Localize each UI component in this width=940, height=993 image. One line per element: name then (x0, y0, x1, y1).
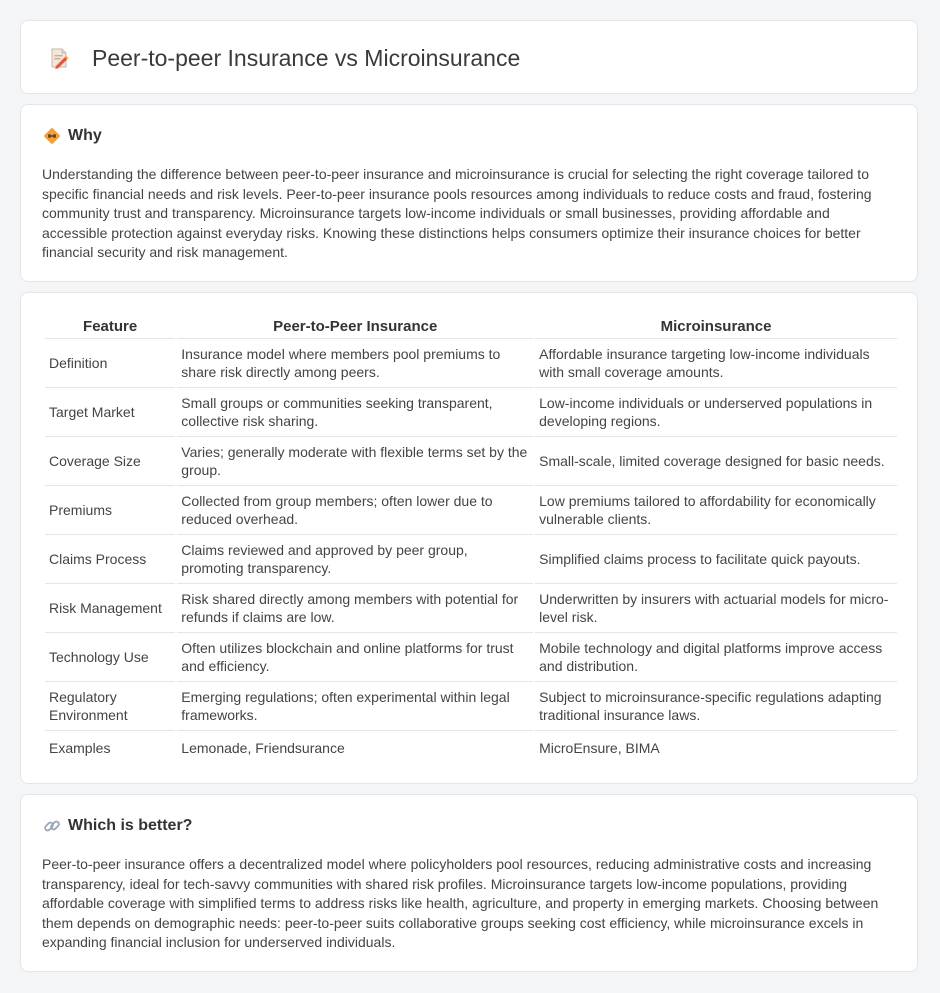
why-header (43, 127, 102, 145)
table-row (45, 486, 897, 535)
feature-cell: Claims Process (45, 535, 175, 584)
feature-cell: Risk Management (45, 584, 175, 633)
micro-cell: Subject to microinsurance-specific regulations adapting traditional insurance laws. (535, 682, 897, 731)
table-row (45, 535, 897, 584)
which-is-better-section (20, 794, 918, 972)
table-header-row (45, 317, 897, 339)
comparison-table (43, 317, 899, 764)
micro-cell: Low-income individuals or underserved populations in developing regions. (535, 388, 897, 437)
feature-cell: Target Market (45, 388, 175, 437)
micro-cell: Low premiums tailored to affordability for economically vulnerable clients. (535, 486, 897, 535)
p2p-cell: Insurance model where members pool premiums to share risk directly among peers. (177, 339, 533, 388)
better-title: Which is better? (68, 817, 193, 834)
link-icon (43, 817, 61, 835)
feature-cell: Premiums (45, 486, 175, 535)
feature-cell: Technology Use (45, 633, 175, 682)
micro-cell: Simplified claims process to facilitate quick payouts. (535, 535, 897, 584)
p2p-cell: Risk shared directly among members with potential for refunds if claims are low. (177, 584, 533, 633)
why-text: Understanding the difference between peer-to-peer insurance and microinsurance is crucial for selecting the right coverage tailored to specific financial needs and risk levels. Peer-to-peer insurance pools resources among individuals to reduce costs and fraud, fostering community trust and transparency. Microinsurance targets low-income individuals or small businesses, providing affordable and accessible protection against everyday risks. Knowing these distinctions helps consumers optimize their insurance choices for better financial security and risk management. (42, 166, 872, 261)
table-row (45, 437, 897, 486)
table-row (45, 633, 897, 682)
p2p-cell: Varies; generally moderate with flexible terms set by the group. (177, 437, 533, 486)
why-title: Why (68, 127, 102, 144)
micro-cell: Mobile technology and digital platforms improve access and distribution. (535, 633, 897, 682)
micro-cell: Underwritten by insurers with actuarial models for micro-level risk. (535, 584, 897, 633)
feature-cell: Definition (45, 339, 175, 388)
table-row (45, 339, 897, 388)
micro-cell: Affordable insurance targeting low-income individuals with small coverage amounts. (535, 339, 897, 388)
table-row (45, 584, 897, 633)
feature-cell: Regulatory Environment (45, 682, 175, 731)
warning-sign-icon (43, 127, 61, 145)
table-row (45, 388, 897, 437)
header-microinsurance: Microinsurance (535, 317, 897, 339)
p2p-cell: Emerging regulations; often experimental within legal frameworks. (177, 682, 533, 731)
better-header (43, 817, 192, 835)
p2p-cell: Often utilizes blockchain and online platforms for trust and efficiency. (177, 633, 533, 682)
feature-cell: Examples (49, 739, 111, 756)
p2p-cell: Claims reviewed and approved by peer group, promoting transparency. (177, 535, 533, 584)
micro-cell: Small-scale, limited coverage designed for basic needs. (535, 437, 897, 486)
p2p-cell: Collected from group members; often lower due to reduced overhead. (177, 486, 533, 535)
better-text: Peer-to-peer insurance offers a decentralized model where policyholders pool resources, reducing administrative costs and increasing transparency, ideal for tech-savvy communities with shared risk profiles. Microinsurance targets low-income populations, providing affordable coverage with simplified terms to address risks like health, agriculture, and property in emerging markets. Choosing between them depends on demographic needs: peer-to-peer suits collaborative groups seeking cost efficiency, while microinsurance excels in expanding financial inclusion for underserved individuals. (42, 856, 879, 951)
header-feature: Feature (45, 317, 175, 339)
comparison-section (20, 292, 918, 784)
micro-cell: MicroEnsure, BIMA (539, 739, 660, 756)
p2p-cell: Lemonade, Friendsurance (181, 739, 345, 756)
table-row (45, 731, 897, 764)
p2p-cell: Small groups or communities seeking transparent, collective risk sharing. (177, 388, 533, 437)
feature-cell: Coverage Size (45, 437, 175, 486)
page-title: Peer-to-peer Insurance vs Microinsurance (92, 45, 521, 71)
table-row (45, 682, 897, 731)
document-pencil-icon (47, 46, 71, 70)
header-card (20, 20, 918, 94)
why-section (20, 104, 918, 282)
header-peer-to-peer: Peer-to-Peer Insurance (177, 317, 533, 339)
